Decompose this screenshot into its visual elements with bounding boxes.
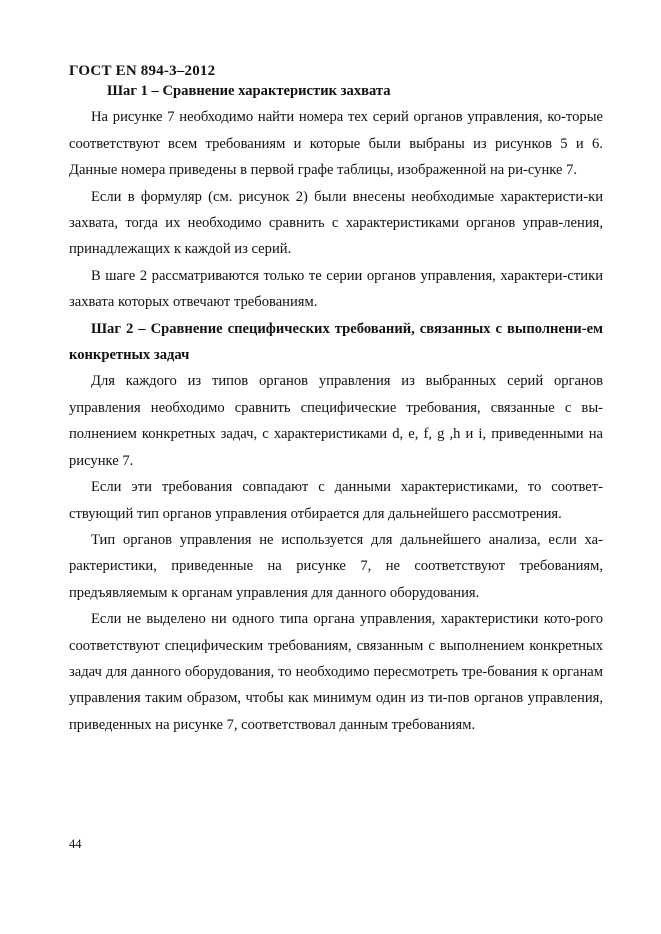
paragraph: Если в формуляр (см. рисунок 2) были внесены необходимые характеристи-ки захвата, тогда их необходимо сравнить с характеристиками органов управ-ления, принадлежащих к каждой из серий. (69, 188, 603, 258)
step1-title: Шаг 1 – Сравнение характеристик захвата (107, 83, 391, 99)
paragraph: Тип органов управления не используется для дальнейшего анализа, если ха-рактеристики, приведенные на рисунке 7, не соответствуют требованиям, предъявляемым к органам управления для данного оборудования. (69, 531, 603, 601)
page-number: 44 (69, 837, 82, 851)
paragraph: На рисунке 7 необходимо найти номера тех серий органов управления, ко-торые соответствуют всем требованиям и которые были выбраны из рисунков 5 и 6. Данные номера приведены в первой графе таблицы, изображенной на ри-сунке 7. (69, 109, 603, 179)
paragraph: Если эти требования совпадают с данными характеристиками, то соответ-ствующий тип органов управления отбирается для дальнейшего рассмотрения. (69, 479, 603, 522)
paragraph: Для каждого из типов органов управления из выбранных серий органов управления необходимо сравнить специфические требования, связанные с вы-полнением конкретных задач, с характеристиками d, e, f, g ,h и i, приведенными на рисунке 7. (69, 373, 603, 469)
paragraph: Если не выделено ни одного типа органа управления, характеристики кото-рого соответствуют специфическим требованиям, связанным с выполнением конкретных задач для данного оборудования, то необходимо пересмотреть тре-бования к органам управления таким образом, чтобы как минимум один из ти-пов органов управления, приведенных на рисунке 7, соответствовал данным требованиям. (69, 611, 603, 733)
paragraph: В шаге 2 рассматриваются только те серии органов управления, характери-стики захвата которых отвечают требованиям. (69, 267, 603, 311)
document-body (69, 78, 603, 738)
standard-header: ГОСТ EN 894-3–2012 (69, 63, 216, 79)
step2-title: Шаг 2 – Сравнение специфических требований, связанных с выполнени-ем конкретных задач (69, 320, 603, 364)
